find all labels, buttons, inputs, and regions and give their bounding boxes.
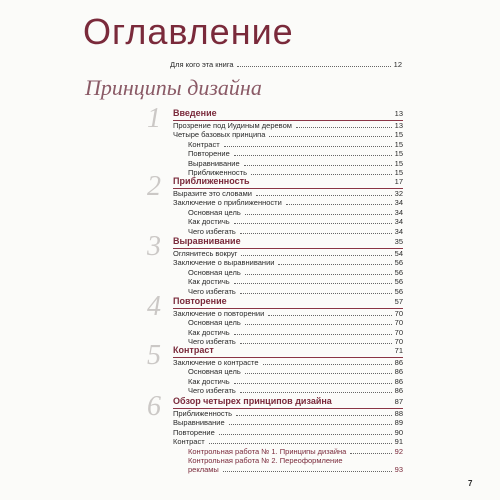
- leader-dots: [245, 213, 392, 215]
- toc-entry[interactable]: [173, 258, 403, 267]
- chapter-title: Приближенность: [173, 176, 250, 186]
- toc-entry[interactable]: [188, 386, 403, 395]
- toc-entry[interactable]: [173, 418, 403, 427]
- toc-entry[interactable]: [188, 287, 403, 296]
- leader-dots: [269, 135, 392, 137]
- entry-page: 93: [394, 465, 403, 475]
- toc-entry[interactable]: [188, 377, 403, 386]
- entry-page: 70: [394, 309, 403, 318]
- entry-label: Повторение: [188, 149, 230, 159]
- chapter-heading[interactable]: [173, 108, 403, 121]
- intro-entry[interactable]: [170, 60, 402, 70]
- entry-label: Оглянитесь вокруг: [173, 249, 238, 258]
- leader-dots: [219, 433, 392, 435]
- page-title: Оглавление: [83, 11, 294, 52]
- chapter-number: 4: [147, 291, 161, 322]
- intro-label: Для кого эта книга: [170, 60, 234, 69]
- toc-entry[interactable]: [173, 309, 403, 318]
- section-title: Принципы дизайна: [85, 75, 262, 100]
- entry-page: 15: [394, 158, 403, 168]
- entry-page: 34: [394, 226, 403, 236]
- entry-page: 86: [394, 386, 403, 396]
- entry-label: Заключение о выравнивании: [173, 258, 275, 268]
- toc-entry[interactable]: [173, 249, 403, 258]
- leader-dots: [223, 470, 392, 472]
- leader-dots: [350, 452, 392, 454]
- leader-dots: [234, 333, 392, 335]
- entry-label: Как достичь: [188, 327, 230, 337]
- chapter-page: 17: [394, 177, 403, 186]
- entry-page: 54: [394, 249, 403, 258]
- chapter-number: 1: [147, 103, 161, 134]
- toc-entry[interactable]: [173, 437, 403, 446]
- entry-label: рекламы: [188, 465, 219, 475]
- entry-page: 15: [394, 168, 403, 178]
- entry-page: 90: [394, 427, 403, 437]
- entry-label: Основная цель: [188, 367, 241, 377]
- toc-entry[interactable]: [173, 130, 403, 139]
- toc-entry[interactable]: [188, 465, 403, 474]
- chapter-number: 6: [147, 391, 161, 422]
- leader-dots: [224, 145, 392, 147]
- leader-dots: [268, 314, 392, 316]
- leader-dots: [209, 442, 392, 444]
- leader-dots: [245, 372, 392, 374]
- toc-entry[interactable]: [188, 456, 403, 465]
- entry-page: 56: [394, 258, 403, 268]
- leader-dots: [234, 154, 392, 156]
- entry-page: 88: [394, 409, 403, 418]
- entry-label: Как достичь: [188, 277, 230, 287]
- leader-dots: [256, 194, 392, 196]
- entry-page: 86: [394, 367, 403, 377]
- entry-label: Чего избегать: [188, 386, 236, 396]
- entry-page: 86: [394, 376, 403, 386]
- leader-dots: [237, 66, 391, 67]
- entry-page: 70: [394, 318, 403, 328]
- toc-entry[interactable]: [173, 428, 403, 437]
- entry-label: Прозрение под Иудиным деревом: [173, 121, 292, 130]
- leader-dots: [240, 232, 392, 234]
- toc-entry[interactable]: [173, 121, 403, 130]
- chapter-heading[interactable]: [173, 236, 403, 249]
- leader-dots: [229, 423, 392, 425]
- chapter-number: 5: [147, 340, 161, 371]
- leader-dots: [234, 222, 392, 224]
- leader-dots: [234, 382, 392, 384]
- entry-page: 86: [394, 358, 403, 367]
- leader-dots: [240, 292, 392, 294]
- toc-entry[interactable]: [173, 409, 403, 418]
- entry-label: Основная цель: [188, 207, 241, 217]
- entry-label: Заключение о приближенности: [173, 198, 282, 208]
- chapter-page: 13: [394, 109, 403, 118]
- toc-entry[interactable]: [188, 149, 403, 158]
- entry-label: Как достичь: [188, 217, 230, 227]
- entry-label: Выравнивание: [188, 158, 240, 168]
- entry-page: 13: [394, 121, 403, 130]
- entry-page: 92: [394, 446, 403, 456]
- toc-entry[interactable]: [188, 208, 403, 217]
- leader-dots: [263, 363, 392, 365]
- entry-label: Контрольная работа № 1. Принципы дизайна: [188, 446, 347, 456]
- toc-entry[interactable]: [188, 367, 403, 376]
- chapter-title: Выравнивание: [173, 236, 241, 246]
- leader-dots: [234, 282, 392, 284]
- chapter-heading[interactable]: [173, 345, 403, 358]
- entry-page: 56: [394, 267, 403, 277]
- chapter-title: Обзор четырех принципов дизайна: [173, 396, 332, 406]
- leader-dots: [245, 273, 392, 275]
- entry-label: Выравнивание: [173, 418, 225, 428]
- intro-page: 12: [393, 60, 402, 69]
- entry-page: 15: [394, 139, 403, 149]
- entry-label: Чего избегать: [188, 337, 236, 347]
- entry-label: Контраст: [188, 139, 220, 149]
- entry-label: Как достичь: [188, 376, 230, 386]
- entry-label: Повторение: [173, 427, 215, 437]
- chapter-title: Повторение: [173, 296, 227, 306]
- leader-dots: [251, 173, 392, 175]
- toc-entry[interactable]: [188, 277, 403, 286]
- entry-page: 91: [394, 437, 403, 447]
- chapter-page: 71: [394, 346, 403, 355]
- leader-dots: [278, 263, 392, 265]
- entry-page: 89: [394, 418, 403, 428]
- leader-dots: [236, 414, 392, 416]
- entry-label: Чего избегать: [188, 226, 236, 236]
- entry-label: Основная цель: [188, 318, 241, 328]
- entry-label: Контрольная работа № 2. Переоформление: [188, 456, 343, 466]
- toc-entry[interactable]: [188, 447, 403, 456]
- chapter-heading[interactable]: [173, 296, 403, 309]
- leader-dots: [240, 342, 392, 344]
- leader-dots: [244, 164, 392, 166]
- entry-page: 34: [394, 198, 403, 208]
- leader-dots: [296, 126, 392, 128]
- toc-entry[interactable]: [188, 268, 403, 277]
- entry-label: Основная цель: [188, 267, 241, 277]
- entry-page: 32: [394, 189, 403, 198]
- entry-label: Приближенность: [173, 409, 233, 418]
- entry-label: Выразите это словами: [173, 189, 252, 198]
- entry-label: Приближенность: [188, 168, 248, 178]
- toc-entry[interactable]: [188, 227, 403, 236]
- chapter-number: 2: [147, 171, 161, 202]
- toc-entry[interactable]: [173, 198, 403, 207]
- chapter-title: Введение: [173, 108, 217, 118]
- chapter-number: 3: [147, 231, 161, 262]
- chapter-page: 87: [394, 397, 403, 406]
- leader-dots: [245, 323, 392, 325]
- entry-label: Контраст: [173, 437, 205, 447]
- toc-entry[interactable]: [188, 159, 403, 168]
- entry-page: 70: [394, 337, 403, 347]
- entry-page: 56: [394, 277, 403, 287]
- toc-entry[interactable]: [173, 189, 403, 198]
- chapter-page: 57: [394, 297, 403, 306]
- toc-entry[interactable]: [173, 358, 403, 367]
- entry-label: Заключение о повторении: [173, 309, 265, 318]
- chapter-heading[interactable]: [173, 176, 403, 189]
- toc-entry[interactable]: [188, 217, 403, 226]
- entry-page: 15: [394, 130, 403, 140]
- entry-page: 34: [394, 217, 403, 227]
- chapter-page: 35: [394, 237, 403, 246]
- chapter-1: [147, 103, 403, 178]
- entry-page: 34: [394, 207, 403, 217]
- leader-dots: [286, 203, 392, 205]
- entry-label: Заключение о контрасте: [173, 358, 259, 367]
- chapter-title: Контраст: [173, 345, 214, 355]
- leader-dots: [241, 254, 392, 256]
- entry-label: Чего избегать: [188, 286, 236, 296]
- toc-entry[interactable]: [188, 328, 403, 337]
- toc-entry[interactable]: [188, 318, 403, 327]
- toc-entry[interactable]: [188, 140, 403, 149]
- page-number: 7: [468, 479, 473, 488]
- entry-page: 70: [394, 327, 403, 337]
- chapter-heading[interactable]: [173, 396, 403, 409]
- entry-page: 15: [394, 149, 403, 159]
- entry-page: 56: [394, 286, 403, 296]
- leader-dots: [240, 391, 392, 393]
- entry-label: Четыре базовых принципа: [173, 130, 266, 140]
